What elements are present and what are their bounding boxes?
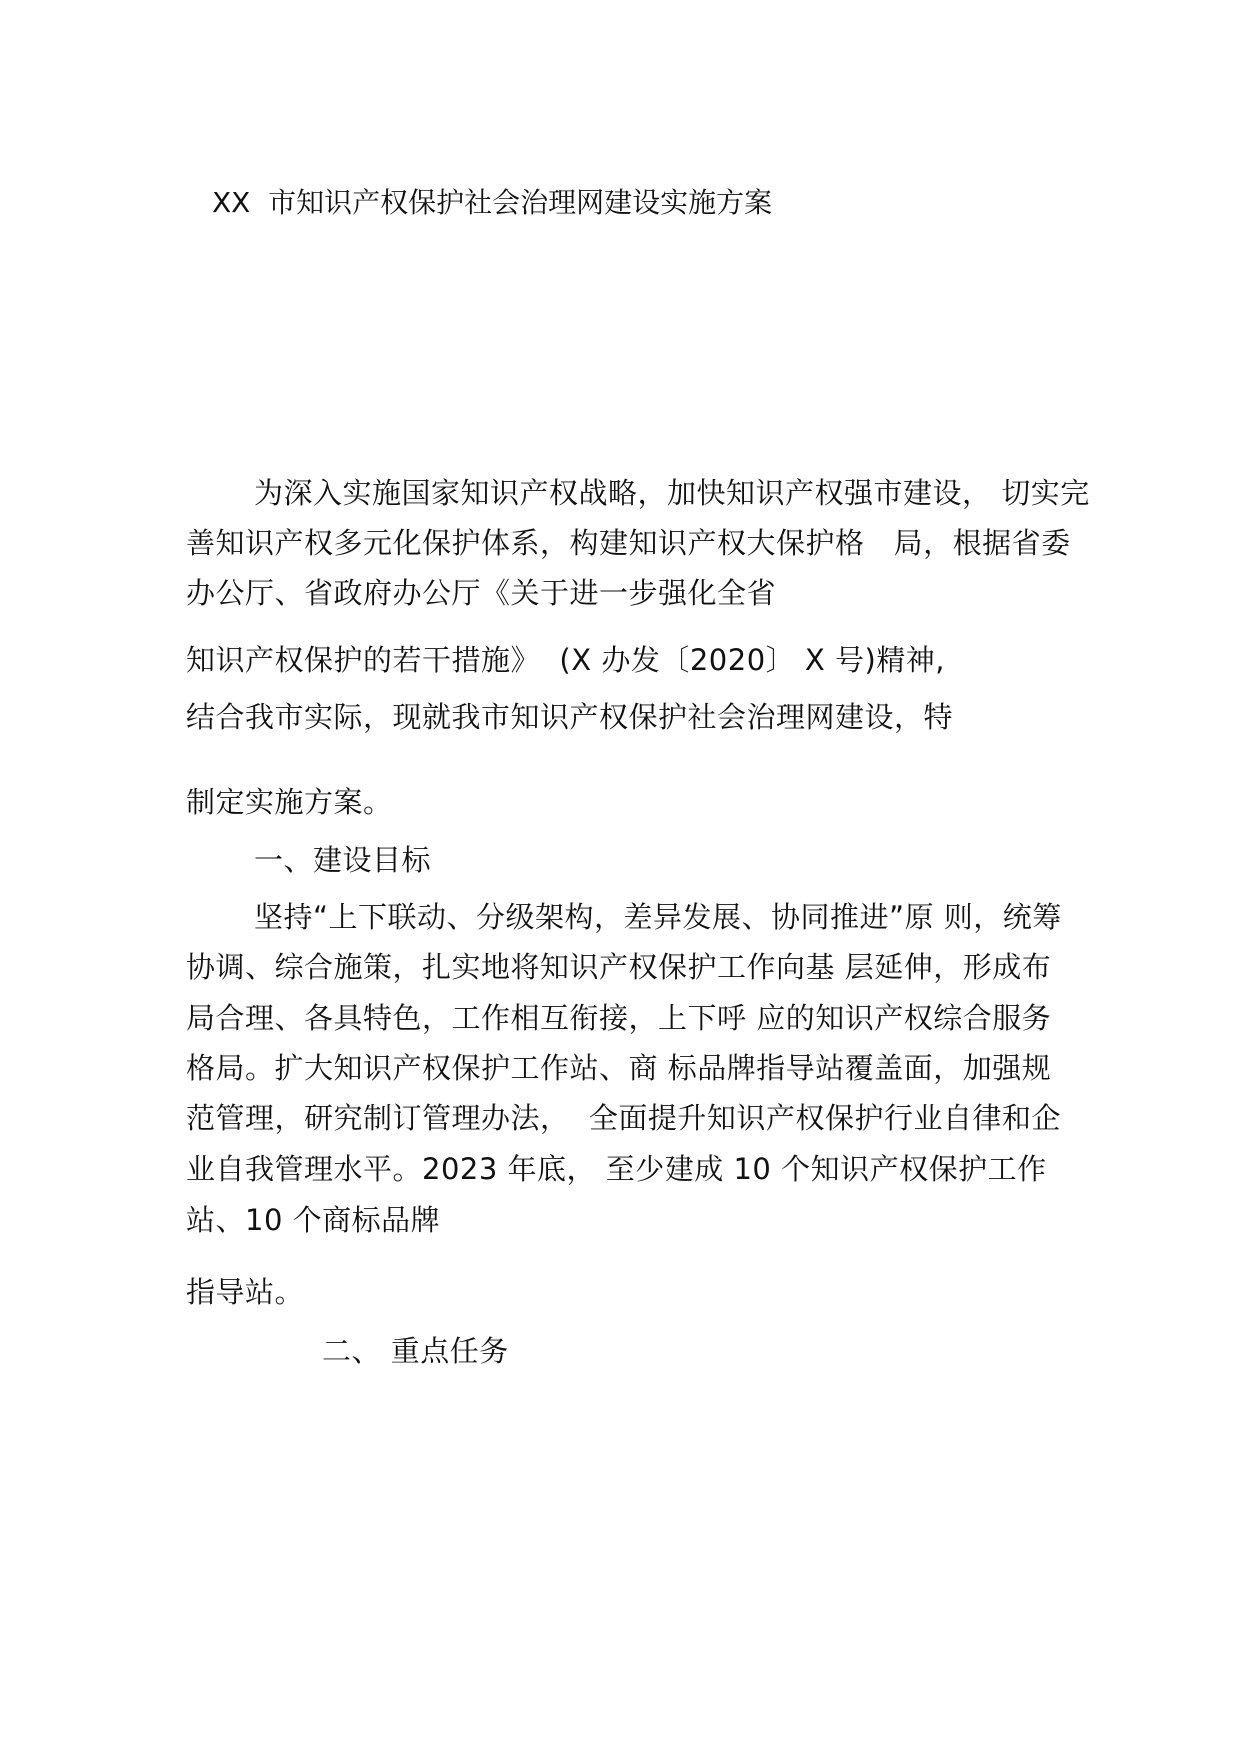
section-1-heading: 一、建设目标 — [254, 843, 432, 877]
section-1-line-5: 范管理，研究制订管理办法， 全面提升知识产权保护行业自律和企 — [186, 1101, 1061, 1135]
section-1-line-4: 格局。扩大知识产权保护工作站、商 标品牌指导站覆盖面，加强规 — [186, 1051, 1052, 1085]
section-1-line-7: 站、10 个商标品牌 — [186, 1203, 441, 1237]
intro-line-5: 结合我市实际，现就我市知识产权保护社会治理网建设，特 — [186, 700, 954, 734]
section-1-line-3: 局合理、各具特色，工作相互衔接，上下呼 应的知识产权综合服务 — [186, 1001, 1052, 1035]
section-2-heading: 二、 重点任务 — [322, 1334, 509, 1368]
intro-line-2: 善知识产权多元化保护体系，构建知识产权大保护格 局，根据省委 — [186, 526, 1071, 560]
section-1-line-1: 坚持“上下联动、分级架构，差异发展、协同推进”原 则，统筹 — [254, 900, 1062, 934]
intro-line-6: 制定实施方案。 — [186, 785, 393, 819]
document-title: XX 市知识产权保护社会治理网建设实施方案 — [212, 186, 773, 219]
intro-line-4: 知识产权保护的若干措施》 (X 办发〔2020〕 X 号)精神, — [186, 643, 945, 677]
section-1-line-6: 业自我管理水平。2023 年底， 至少建成 10 个知识产权保护工作 — [186, 1152, 1047, 1186]
intro-line-3: 办公厅、省政府办公厅《关于进一步强化全省 — [186, 576, 777, 610]
section-1-line-8: 指导站。 — [186, 1275, 305, 1309]
section-1-line-2: 协调、综合施策，扎实地将知识产权保护工作向基 层延伸，形成布 — [186, 950, 1052, 984]
intro-line-1: 为深入实施国家知识产权战略，加快知识产权强市建设， 切实完 — [254, 476, 1090, 510]
